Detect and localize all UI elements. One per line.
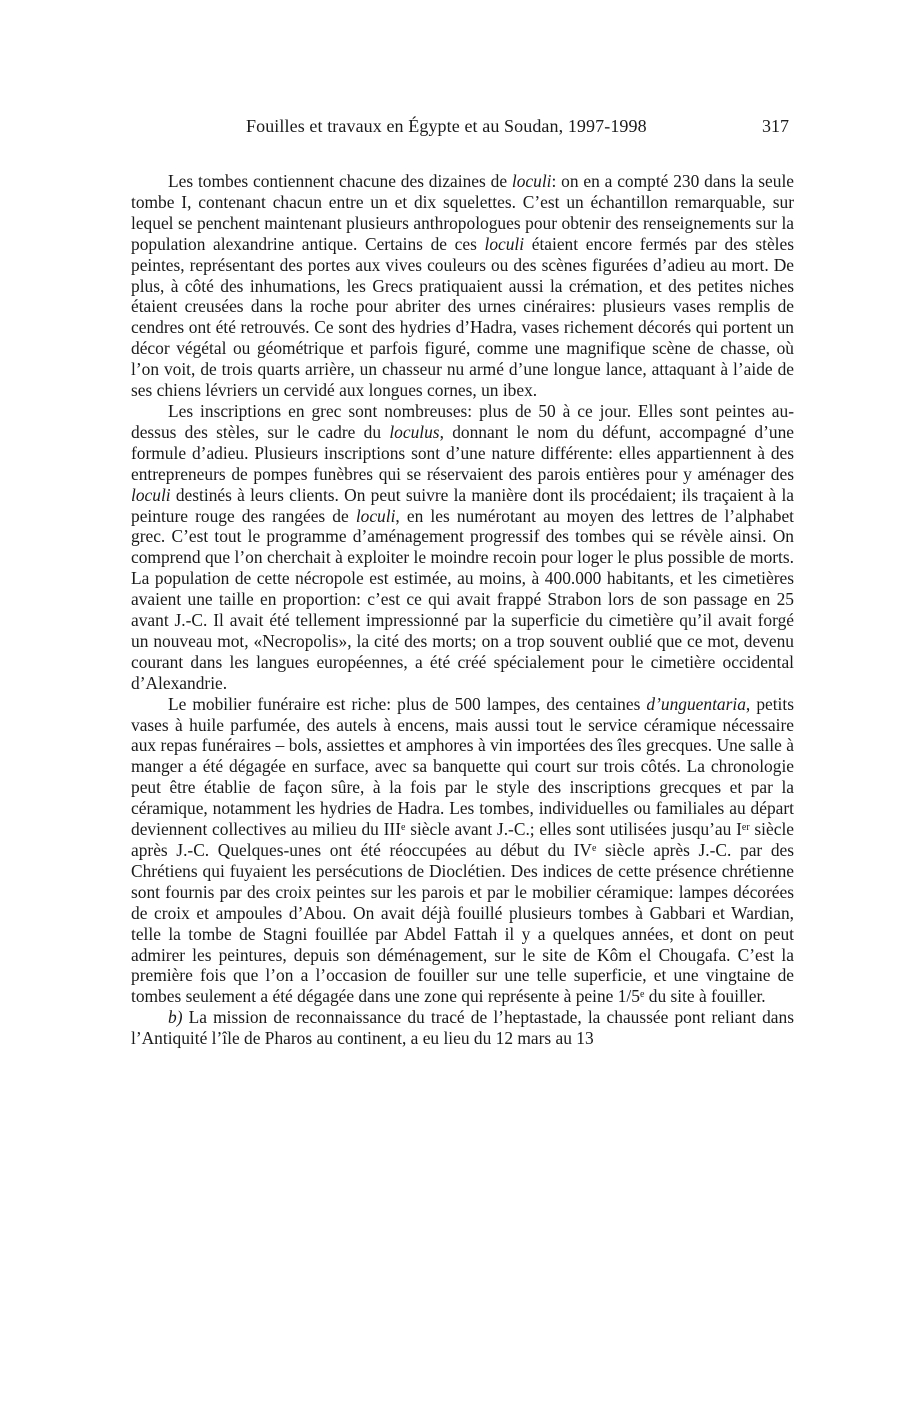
paragraph [131,401,794,694]
body-text [131,171,794,1049]
text-run: siècle après J.-C. Quelques-unes ont été réoccupées au début du IV [131,819,795,860]
running-title: Fouilles et travaux en Égypte et au Soudan, 1997-1998 [246,116,647,136]
text-run: du site à fouiller. [644,986,766,1007]
text-run: Les tombes contiennent chacune des dizaines de [168,171,512,191]
paragraph [131,1007,794,1049]
italic-text: d’unguentaria [646,693,746,714]
italic-text: loculi [355,505,396,526]
superscript: er [741,822,750,834]
text-run: destinés à leurs clients. On peut suivre la manière dont ils procédaient; ils traçaient à la peinture rouge des rangées de [131,484,794,526]
text-run: : on en a compté 230 dans la seule tombe I, contenant chacun entre un et dix squelettes. C’est un échantillon remarquable, sur lequel se penchent maintenant plusieurs anthropologues pour obtenir des renseignements sur la population alexandrine antique. Certains de ces [131,171,794,254]
italic-text: loculi [131,484,171,505]
superscript: e [639,989,645,1001]
italic-text: loculi [484,233,525,254]
text-run: étaient encore fermés par des stèles peintes, représentant des portes aux vives couleurs ou des scènes figurées d’adieu au mort. De plus, à côté des inhumations, les Grecs pratiquaient aussi la crémation, et des petites niches étaient creusées dans la roche pour abriter des urnes cinéraires: plusieurs vases remplis de cendres ont été retrouvés. Ce sont des hydries d’Hadra, vases richement décorés qui portent un décor végétal ou géométrique et parfois figuré, comme une magnifique scène de chasse, où l’on voit, de trois quarts arrière, un chasseur nu armé d’une longue lance, attaquant à l’aide de ses chiens lévriers un cervidé aux longues cornes, un ibex. [131,233,794,401]
italic-text: loculus [389,421,440,442]
text-run: , petits vases à huile parfumée, des autels à encens, mais aussi tout le service céramique nécessaire aux repas funéraires – bols, assiettes et amphores à vin importées des îles grecques. Une salle à manger a été dégagée en surface, avec sa banquette qui court sur trois côtés. La chronologie peut être établie de façon sûre, à la fois par le style des inscriptions grecques et par la céramique, notamment les hydries de Hadra. Les tombes, individuelles ou familiales au départ deviennent collectives au milieu du III [131,693,794,840]
text-run: Les inscriptions en grec sont nombreuses: plus de 50 à ce jour. Elles sont peintes au-dessus des stèles, sur le cadre du [131,400,794,442]
text-run: La mission de reconnaissance du tracé de l’heptastade, la chaussée pont reliant dans l’Antiquité l’île de Pharos au continent, a eu lieu du 12 mars au 13 [131,1007,794,1049]
text-run: , donnant le nom du défunt, accompagné d’une formule d’adieu. Plusieurs inscriptions sont d’une nature différente: elles appartiennent à des entrepreneurs de pompes funèbres qui se réservaient des parois entières pour y aménager des [131,421,794,484]
text-run: siècle avant J.-C.; elles sont utilisées jusqu’au I [405,819,742,840]
text-run: Le mobilier funéraire est riche: plus de 500 lampes, des centaines [168,693,647,714]
text-run: , en les numérotant au moyen des lettres de l’alphabet grec. C’est tout le programme d’aménagement progressif des tombes qui se révèle ainsi. On comprend que l’on cherchait à exploiter le moindre recoin pour loger le plus possible de morts. La population de cette nécropole est estimée, au moins, à 400.000 habitants, et les cimetières avaient une taille en proportion: c’est ce qui avait frappé Strabon lors de son passage en 25 avant J.-C. Il avait été tellement impressionné par la superficie du cimetière qu’il avait forgé un nouveau mot, «Necropolis», la cité des morts; on a trop souvent oublié que ce mot, devenu courant dans les langues européennes, a été créé spécialement pour le cimetière occidental d’Alexandrie. [131,505,795,693]
superscript: e [591,843,597,854]
page-number: 317 [762,116,789,136]
italic-text: loculi [511,171,552,191]
text-run: siècle après J.-C. par des Chrétiens qui fuyaient les persécutions de Dioclétien. Des indices de cette présence chrétienne sont fournis par des croix peintes sur les parois et par le mobilier céramique: lampes décorées de croix et ampoules d’Abou. On avait déjà fouillé plusieurs tombes à Gabbari et Wardian, telle la tombe de Stagni fouillée par Abdel Fattah il y a quelques années, et dont on peut admirer les peintures, depuis son déménagement, sur le site de Kôm el Chougafa. C’est la première fois que l’on a l’occasion de fouiller sur une telle superficie, et une vingtaine de tombes seulement a été dégagée dans une zone qui représente à peine 1/5 [131,840,794,1007]
italic-text: b) [168,1007,183,1028]
paragraph [131,694,794,1008]
paragraph [131,171,794,401]
superscript: e [401,822,406,834]
